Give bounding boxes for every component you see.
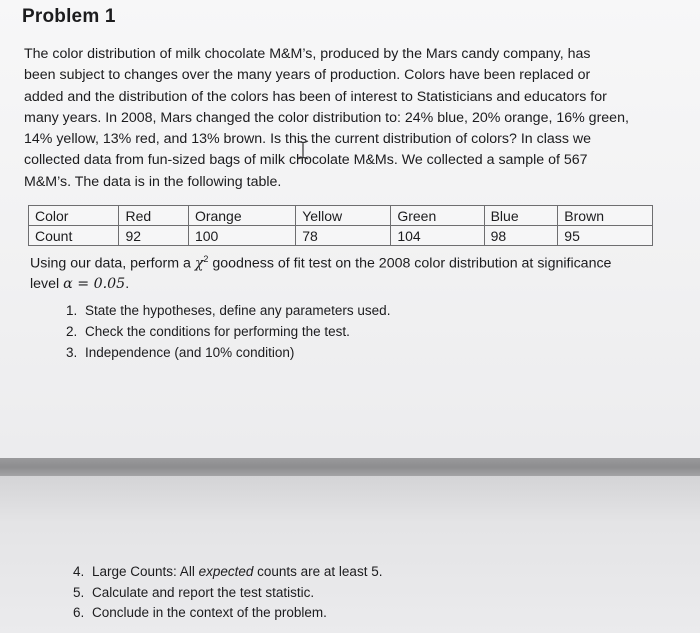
table-cell: 100	[188, 226, 295, 246]
table-cell: Blue	[484, 206, 558, 226]
description-line: added and the distribution of the colors has been of interest to Statisticians and educators for	[24, 88, 607, 105]
problem-description	[24, 44, 664, 193]
table-cell: 78	[296, 226, 391, 246]
level-label: level	[30, 275, 64, 292]
problem-title: Problem 1	[22, 6, 116, 27]
table-cell: Red	[119, 206, 188, 226]
chi-symbol: χ	[194, 255, 204, 272]
color-count-table	[28, 205, 653, 246]
list-item: 1. State the hypotheses, define any parameters used.	[81, 300, 390, 321]
task-list-second	[64, 562, 382, 624]
table-cell: 98	[484, 226, 558, 246]
table-cell: 95	[558, 226, 653, 246]
description-line: The color distribution of milk chocolate M&M’s, produced by the Mars candy company, has	[24, 46, 591, 62]
table-cell: Yellow	[296, 206, 391, 226]
level-end: .	[125, 275, 130, 292]
item-emphasis: expected	[198, 564, 254, 579]
description-line: 14% yellow, 13% red, and 13% brown. Is this the current distribution of colors? In class we	[24, 131, 592, 148]
description-line: M&M’s. The data is in the following table.	[24, 173, 282, 190]
instruction-line-2	[30, 274, 670, 294]
page-separator	[0, 458, 700, 476]
table-cell: Brown	[558, 206, 653, 226]
text-cursor-icon	[296, 140, 310, 160]
chi-exponent: 2	[203, 254, 209, 264]
significance-level: α = 0.05	[63, 275, 126, 292]
instruction-line-1	[30, 249, 670, 274]
list-item: 6. Conclude in the context of the problem.	[88, 603, 382, 624]
list-item: 3. Independence (and 10% condition)	[81, 342, 390, 363]
list-item: 2. Check the conditions for performing the test.	[81, 321, 390, 342]
table-row-count	[29, 226, 653, 246]
task-list-first	[57, 300, 390, 363]
table-cell: 104	[391, 226, 484, 246]
item-text: Large Counts: All	[92, 564, 199, 579]
list-item: 5. Calculate and report the test statistic.	[88, 583, 382, 604]
table-row-color	[29, 206, 653, 226]
description-line: many years. In 2008, Mars changed the color distribution to: 24% blue, 20% orange, 16% green,	[24, 109, 629, 126]
table-cell: Orange	[188, 206, 295, 226]
instruction-text: goodness of fit test on the 2008 color distribution at significance	[208, 255, 612, 272]
table-cell: 92	[119, 226, 188, 246]
instruction-text: Using our data, perform a	[30, 255, 195, 272]
list-item	[88, 562, 382, 583]
description-line: been subject to changes over the many years of production. Colors have been replaced or	[24, 67, 591, 84]
table-cell: Green	[391, 206, 484, 226]
test-instruction	[30, 249, 670, 294]
description-line: collected data from fun-sized bags of milk chocolate M&Ms. We collected a sample of 567	[24, 152, 588, 169]
item-text: counts are at least 5.	[253, 564, 383, 579]
table-cell: Count	[29, 226, 119, 246]
table-cell: Color	[29, 206, 119, 226]
